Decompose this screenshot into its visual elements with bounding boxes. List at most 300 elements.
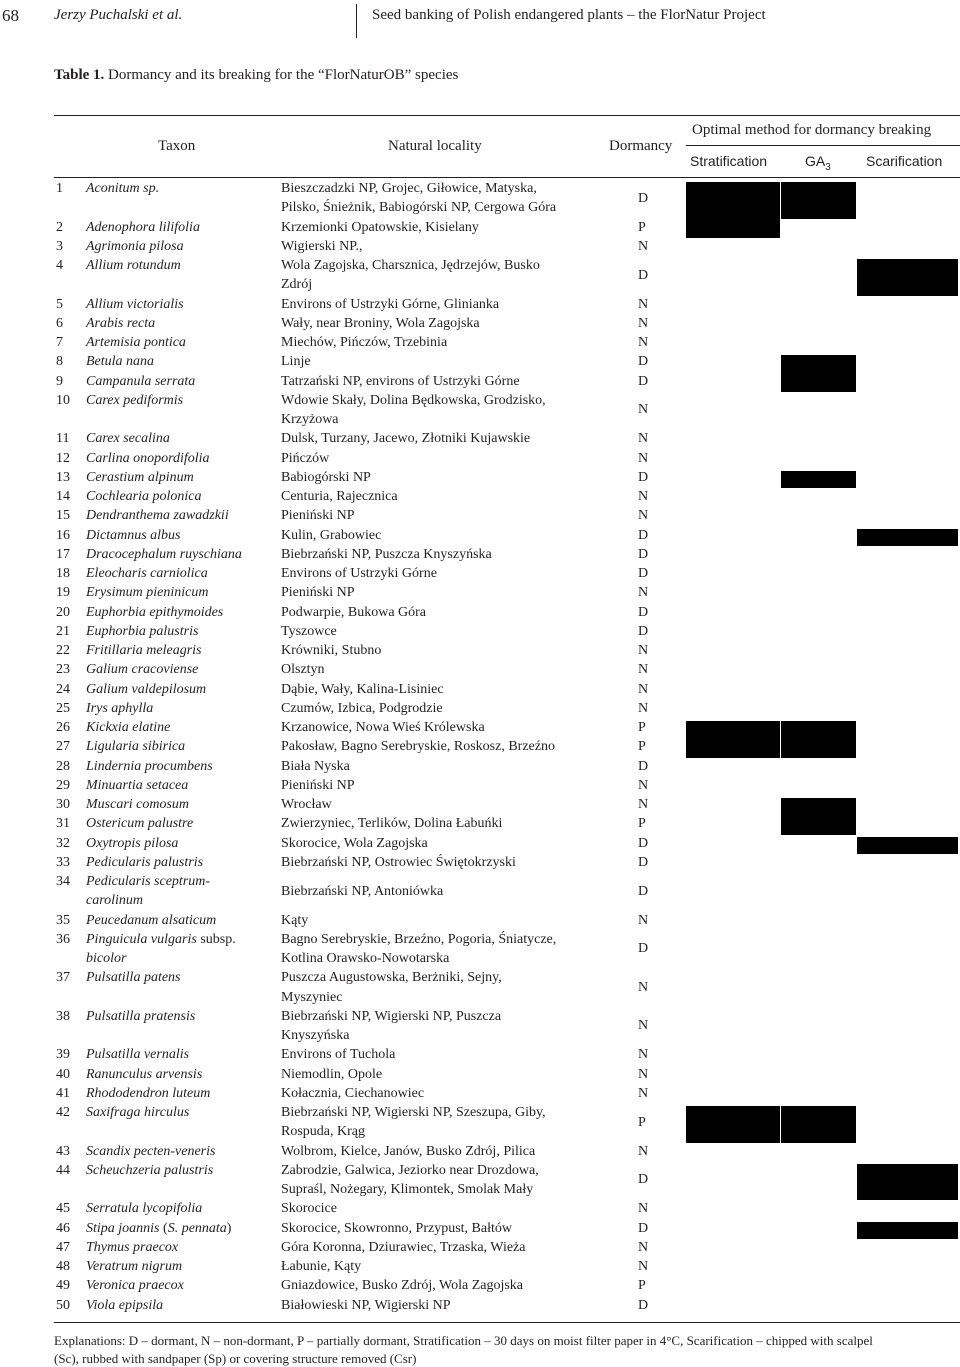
dormancy-value: D [638,623,649,639]
taxon-name-italic: Ranunculus arvensis [86,1066,203,1082]
col-header-locality: Natural locality [388,138,482,154]
taxon-name [86,682,206,698]
dormancy-value: D [638,546,649,562]
taxon-name-italic: Euphorbia epithymoides [86,604,224,620]
natural-locality: Pińczów [281,450,330,466]
natural-locality: Miechów, Pińczów, Trzebinia [281,335,448,350]
dormancy-value: D [638,1297,649,1313]
natural-locality: Tyszowce [281,623,337,639]
natural-locality: Zwierzyniec, Terlików, Dolina Łabuńki [281,816,503,832]
natural-locality: Krzanowice, Nowa Wieś Królewska [281,720,485,735]
taxon-name-italic: Veratrum nigrum [86,1259,183,1274]
taxon-name [86,1221,231,1237]
taxon-name [86,220,200,236]
row-number: 41 [56,1085,70,1101]
natural-locality: Pieniński NP [281,508,355,524]
dormancy-value: N [638,681,649,697]
natural-locality: Skorocice, Wola Zagojska [281,835,428,851]
method-block-ga [781,355,856,392]
row-number: 27 [56,739,70,755]
table-bottom-rule [54,1322,960,1323]
natural-locality: Kąty [281,912,309,928]
natural-locality: Łabunie, Kąty [281,1259,362,1274]
taxon-name [86,605,223,621]
taxon-name [86,258,181,274]
taxon-name-italic: Oxytropis pilosa [86,835,179,851]
taxon-name [86,316,155,332]
col-header-ga3 [805,153,831,173]
natural-locality: Knyszyńska [281,1028,350,1043]
natural-locality: Biebrzański NP, Wigierski NP, Szeszupa, Giby, [281,1105,546,1120]
method-group-rule [686,145,960,146]
natural-locality: Góra Koronna, Dziurawiec, Trzaska, Wieża [281,1239,526,1255]
row-number: 32 [56,835,70,851]
natural-locality: Skorocice, Skowronno, Przypust, Bałtów [281,1220,512,1236]
col-header-method-group: Optimal method for dormancy breaking [692,122,932,138]
row-number: 43 [56,1143,70,1159]
natural-locality: Biebrzański NP, Antoniówka [281,883,444,899]
taxon-name-italic: Betula nana [86,354,155,370]
dormancy-value: N [638,643,649,658]
natural-locality: Zdrój [281,277,313,293]
method-block-strat [686,721,780,758]
col-header-stratification: Stratification [690,153,768,169]
row-number: 9 [56,373,63,389]
row-number: 33 [56,854,70,870]
dormancy-value: D [638,1220,649,1236]
method-block-ga [781,798,856,835]
method-block-ga [781,721,856,758]
natural-locality: Wola Zagojska, Charsznica, Jędrzejów, Busko [281,258,540,273]
method-block-ga [781,471,856,488]
taxon-name-italic: Carex secalina [86,431,170,447]
natural-locality: Biała Nyska [281,758,350,774]
taxon-name [86,1086,210,1102]
natural-locality: Dąbie, Wały, Kalina-Lisiniec [281,681,444,697]
taxon-name-italic: Ligularia sibirica [86,739,186,755]
taxon-name-roman-close: ) [226,1220,232,1236]
ga-subscript: 3 [825,162,831,173]
taxon-name [86,239,184,255]
dormancy-value: D [638,835,649,851]
natural-locality: Wigierski NP., [281,238,363,254]
row-number: 3 [56,238,63,254]
table-caption [54,67,458,84]
taxon-name-continued: carolinum [86,893,144,909]
taxon-name-italic: Dictamnus albus [86,527,181,543]
natural-locality: Skorocice [281,1201,337,1217]
taxon-name-continued: bicolor [86,951,127,966]
taxon-name-italic: Dracocephalum ruyschiana [86,546,242,562]
natural-locality: Environs of Tuchola [281,1047,396,1063]
dormancy-value: D [638,883,649,899]
row-number: 20 [56,604,70,620]
natural-locality: Kołacznia, Ciechanowiec [281,1085,425,1101]
taxon-name [86,431,170,447]
natural-locality: Dulsk, Turzany, Jacewo, Złotniki Kujawskie [281,431,531,447]
row-number: 36 [56,931,70,947]
taxon-name [86,1298,163,1314]
taxon-name [86,470,194,486]
header-divider [356,4,357,38]
taxon-name-italic: Pinguicula vulgaris [86,931,197,947]
natural-locality: Gniazdowice, Busko Zdrój, Wola Zagojska [281,1278,524,1294]
taxon-name [86,1047,189,1063]
natural-locality: Babiogórski NP [281,469,371,485]
dormancy-value: D [638,373,649,389]
dormancy-value: N [638,489,649,504]
method-label-scar: Sp [899,1172,916,1188]
row-number: 26 [56,720,70,735]
taxon-name-italic: Muscari comosum [86,797,190,812]
row-number: 38 [56,1008,70,1024]
taxon-name [86,1105,189,1121]
method-block-ga [781,1106,856,1143]
dormancy-value: N [638,1085,649,1101]
taxon-name-italic: Carex pediformis [86,392,184,408]
taxon-name-roman: subsp. [196,931,236,947]
taxon-name-italic: Erysimum pieninicum [86,585,209,601]
taxon-name [86,508,229,524]
taxon-name [86,1067,202,1083]
natural-locality: Niemodlin, Opole [281,1066,383,1082]
taxon-name [86,374,195,390]
taxon-name [86,1144,215,1160]
taxon-name-italic: Kickxia elatine [86,720,171,735]
method-block-strat [686,182,780,238]
dormancy-value: N [638,777,649,793]
dormancy-value: P [638,720,646,735]
row-number: 35 [56,912,70,928]
taxon-name-italic: Aconitum sp. [86,181,160,196]
dormancy-value: N [638,335,649,350]
running-head-title: Seed banking of Polish endangered plants – the FlorNatur Project [372,7,766,23]
dormancy-value: N [638,431,649,447]
taxon-name [86,354,154,370]
dormancy-value: N [638,1047,649,1063]
taxon-name [86,624,198,640]
row-number: 2 [56,219,63,235]
taxon-name [86,855,203,871]
dormancy-value: N [638,296,649,312]
dormancy-value: N [638,1201,649,1217]
natural-locality: Environs of Ustrzyki Górne [281,566,437,581]
taxon-name-italic: Eleocharis carniolica [86,566,208,581]
taxon-name-italic: Cerastium alpinum [86,469,194,485]
row-number: 13 [56,469,70,485]
page-number: 68 [2,6,19,25]
dormancy-value: N [638,979,649,995]
dormancy-value: P [638,1278,646,1294]
natural-locality: Centuria, Rajecznica [281,489,398,504]
taxon-name [86,759,213,775]
taxon-name [86,874,210,890]
row-number: 18 [56,566,70,581]
row-number: 48 [56,1259,70,1274]
taxon-name-italic: Minuartia setacea [86,777,189,793]
row-number: 46 [56,1220,70,1236]
row-number: 24 [56,681,70,697]
taxon-name [86,643,202,659]
dormancy-value: D [638,267,649,283]
row-number: 14 [56,489,70,504]
dormancy-value: N [638,662,649,678]
taxon-name [86,720,170,736]
dormancy-value: N [638,585,649,601]
taxon-name-italic: Veronica praecox [86,1278,184,1294]
col-header-dormancy: Dormancy [609,138,673,154]
taxon-name-italic: Artemisia pontica [86,335,186,350]
dormancy-value: N [638,402,649,418]
row-number: 21 [56,623,70,639]
row-number: 28 [56,758,70,774]
taxon-name [86,836,178,852]
row-number: 37 [56,970,70,986]
natural-locality: Pilsko, Śnieżnik, Babiogórski NP, Cergowa Góra [281,200,557,216]
row-number: 22 [56,643,70,658]
row-number: 34 [56,874,70,889]
table-caption-label: Table 1. [54,67,105,83]
row-number: 7 [56,335,63,350]
row-number: 31 [56,816,70,832]
dormancy-value: P [638,219,646,235]
natural-locality: Biebrzański NP, Ostrowiec Świętokrzyski [281,854,516,870]
natural-locality: Supraśl, Nożegary, Klimontek, Smolak Mały [281,1182,534,1197]
taxon-name [86,932,236,948]
taxon-name [86,451,210,467]
taxon-name [86,1201,202,1217]
taxon-name-italic: Fritillaria meleagris [86,643,202,658]
row-number: 45 [56,1201,70,1217]
natural-locality: Rospuda, Krąg [281,1124,365,1140]
dormancy-value: P [638,1114,646,1130]
taxon-name-italic: Lindernia procumbens [86,758,213,774]
dormancy-value: N [638,912,649,928]
taxon-name [86,778,188,794]
table-header-rule [54,177,960,178]
natural-locality: Podwarpie, Bukowa Góra [281,604,427,620]
method-label-scar: Sc [900,267,915,284]
row-number: 29 [56,777,70,793]
taxon-name [86,913,216,929]
row-number: 50 [56,1297,70,1313]
footnote-line-2: (Sc), rubbed with sandpaper (Sp) or covering structure removed (Csr) [54,1351,417,1366]
taxon-name-italic: Pedicularis palustris [86,854,204,870]
taxon-name-italic: Adenophora lilifolia [86,219,200,235]
natural-locality: Krzyżowa [281,412,339,427]
taxon-name [86,816,193,832]
dormancy-value: N [638,1143,649,1159]
row-number: 17 [56,546,70,562]
natural-locality: Biebrzański NP, Wigierski NP, Puszcza [281,1008,502,1024]
taxon-name-italic: Stipa joannis [86,1220,160,1236]
col-header-taxon: Taxon [158,138,196,154]
dormancy-value: D [638,758,649,774]
taxon-name-italic: Allium rotundum [86,258,181,273]
natural-locality: Pakosław, Bagno Serebryskie, Roskosz, Brzeźno [281,739,555,755]
taxon-name [86,970,181,986]
dormancy-value: D [638,604,649,620]
taxon-name [86,566,208,582]
dormancy-value: N [638,797,649,812]
taxon-name-italic: Saxifraga hirculus [86,1105,190,1120]
natural-locality: Krzemionki Opatowskie, Kisielany [281,219,479,235]
taxon-name-italic: Peucedanum alsaticum [86,912,217,928]
natural-locality: Białowieski NP, Wigierski NP [281,1297,451,1313]
taxon-name-italic: Arabis recta [86,315,156,331]
dormancy-value: D [638,566,649,581]
taxon-name [86,335,186,351]
taxon-name-italic: Euphorbia palustris [86,623,199,639]
natural-locality: Olsztyn [281,662,325,678]
row-number: 12 [56,450,70,466]
row-number: 39 [56,1047,70,1063]
row-number: 49 [56,1278,70,1294]
dormancy-value: P [638,816,646,832]
natural-locality: Bagno Serebryskie, Brzeźno, Pogoria, Śniatycze, [281,931,557,947]
row-number: 40 [56,1066,70,1082]
taxon-name [86,181,159,197]
taxon-name [86,393,183,409]
taxon-name [86,701,153,717]
method-label-scar: Sc [900,527,915,544]
taxon-name-roman: ( [159,1220,168,1236]
dormancy-value: N [638,508,649,524]
natural-locality: Pieniński NP [281,777,355,793]
row-number: 8 [56,354,63,370]
natural-locality: Czumów, Izbica, Podgrodzie [281,700,443,716]
natural-locality: Biebrzański NP, Puszcza Knyszyńska [281,546,492,562]
footnote-line-1: Explanations: D – dormant, N – non-dormant, P – partially dormant, Stratification – 30 days on moist filter paper in 4°C, Scarification – chipped with scalpel [54,1333,873,1348]
row-number: 23 [56,662,70,678]
taxon-name [86,489,202,505]
taxon-name-italic: Scheuchzeria palustris [86,1162,214,1178]
taxon-name-italic: Serratula lycopifolia [86,1201,203,1217]
row-number: 16 [56,527,70,543]
row-number: 25 [56,700,70,716]
row-number: 6 [56,315,63,331]
natural-locality: Linje [281,354,311,370]
table-caption-text: Dormancy and its breaking for the “FlorNaturOB” species [104,67,459,83]
dormancy-value: D [638,469,649,485]
natural-locality: Wrocław [281,797,332,812]
method-block-ga [781,182,856,219]
dormancy-value: N [638,238,649,254]
taxon-name [86,797,189,813]
taxon-name-italic: Carlina onopordifolia [86,450,210,466]
dormancy-value: N [638,1259,649,1274]
method-label-scar: Csr [897,1220,918,1237]
taxon-name-italic: Pulsatilla pratensis [86,1008,196,1024]
natural-locality: Wdowie Skały, Dolina Będkowska, Grodzisko, [281,392,546,408]
ga-label: GA [805,153,826,169]
taxon-name [86,585,208,601]
taxon-name-italic: Irys aphylla [86,700,154,716]
dormancy-value: D [638,190,649,206]
row-number: 11 [56,431,70,447]
taxon-name-italic: Thymus praecox [86,1239,179,1255]
row-number: 44 [56,1162,70,1178]
natural-locality: Puszcza Augustowska, Berżniki, Sejny, [281,970,502,986]
dormancy-value: N [638,1239,649,1255]
dormancy-value: D [638,854,649,870]
dormancy-value: N [638,700,649,716]
row-number: 5 [56,296,63,312]
taxon-name-italic: Allium victorialis [86,296,184,312]
natural-locality: Wały, near Broniny, Wola Zagojska [281,315,480,331]
taxon-name-italic: Galium cracoviense [86,662,199,678]
taxon-synonym: S. pennata [167,1220,227,1236]
taxon-name [86,1240,178,1256]
taxon-name-italic: Ostericum palustre [86,816,194,832]
dormancy-value: D [638,941,649,957]
taxon-name [86,297,184,313]
row-number: 10 [56,392,70,408]
taxon-name-italic: Agrimonia pilosa [86,238,184,254]
row-number: 15 [56,508,70,524]
row-number: 47 [56,1239,70,1255]
taxon-name [86,1163,213,1179]
natural-locality: Pieniński NP [281,585,355,601]
table-top-rule [54,115,960,116]
taxon-name-italic: Galium valdepilosum [86,681,207,697]
taxon-name-italic: Pedicularis sceptrum- [86,874,211,889]
taxon-name [86,1278,184,1294]
taxon-name-italic: Campanula serrata [86,373,196,389]
natural-locality: Krówniki, Stubno [281,643,382,658]
natural-locality: Wolbrom, Kielce, Janów, Busko Zdrój, Pilica [281,1143,536,1159]
row-number: 42 [56,1105,70,1120]
taxon-name-italic: Scandix pecten-veneris [86,1143,216,1159]
taxon-name-italic: Pulsatilla vernalis [86,1047,190,1063]
dormancy-value: N [638,315,649,331]
taxon-name-italic: Rhododendron luteum [86,1085,211,1101]
dormancy-value: N [638,450,649,466]
taxon-name [86,547,242,563]
taxon-name [86,662,198,678]
method-label-scar: Sc [900,835,915,852]
row-number: 4 [56,258,63,273]
natural-locality: Myszyniec [281,989,343,1005]
method-block-strat [686,1106,780,1143]
natural-locality: Kotlina Orawsko-Nowotarska [281,951,450,966]
row-number: 19 [56,585,70,601]
taxon-name-italic: Viola epipsila [86,1297,164,1313]
natural-locality: Environs of Ustrzyki Górne, Glinianka [281,296,500,312]
col-header-scarification: Scarification [866,153,943,169]
taxon-name [86,1009,195,1025]
running-head-authors: Jerzy Puchalski et al. [54,7,183,23]
taxon-name-italic: Pulsatilla patens [86,970,181,986]
dormancy-value: N [638,1066,649,1082]
taxon-name [86,739,185,755]
natural-locality: Bieszczadzki NP, Grojec, Giłowice, Matyska, [281,181,537,196]
dormancy-value: D [638,1172,649,1188]
natural-locality: Tatrzański NP, environs of Ustrzyki Górne [281,373,520,389]
taxon-name-italic: Dendranthema zawadzkii [86,508,229,524]
taxon-name [86,528,181,544]
dormancy-value: P [638,739,646,755]
row-number: 30 [56,797,70,812]
natural-locality: Zabrodzie, Galwica, Jeziorko near Drozdowa, [281,1162,539,1178]
row-number: 1 [56,181,63,196]
dormancy-value: D [638,354,649,370]
dormancy-value: N [638,1018,649,1034]
taxon-name [86,1259,182,1275]
taxon-name-italic: Cochlearia polonica [86,489,202,504]
dormancy-value: D [638,527,649,543]
natural-locality: Kulin, Grabowiec [281,527,382,543]
